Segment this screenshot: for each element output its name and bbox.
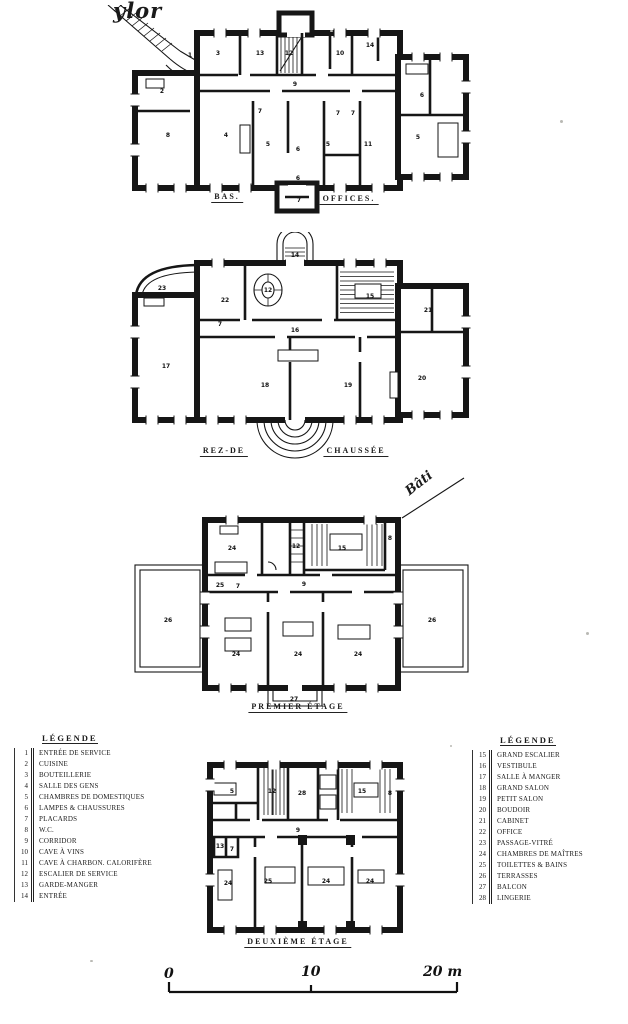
legend-left-rows [14,748,164,902]
legend-right-title: LÉGENDE [500,735,556,745]
legend-item-label: ESCALIER DE SERVICE [39,870,118,878]
legend-item-number: 22 [473,827,492,838]
room-number: 7 [235,583,241,590]
room-number: 18 [260,382,270,389]
legend-item-number: 1 [15,748,34,759]
legend-item [15,759,164,770]
legend-item-number: 12 [15,869,34,880]
legend-item-label: ENTRÉE DE SERVICE [39,749,111,757]
scan-speck [330,30,333,32]
legend-item-label: CORRIDOR [39,837,77,845]
legend-item-label: TERRASSES [497,872,538,880]
legend-item-number: 21 [473,816,492,827]
room-number: 7 [217,321,223,328]
legend-item-label: BOUTEILLERIE [39,771,92,779]
legend-item-number: 6 [15,803,34,814]
room-number: 23 [157,285,167,292]
room-number: 12 [284,50,294,57]
legend-item [473,750,622,761]
handwritten-note-bati: Bâti [402,468,436,499]
legend-item-number: 18 [473,783,492,794]
room-number: 24 [365,878,375,885]
room-number: 4 [223,132,229,139]
legend-item [15,748,164,759]
legend-item-label: CHAMBRES DE MAÎTRES [497,850,583,858]
room-number: 24 [223,880,233,887]
legend-item-number: 27 [473,882,492,893]
room-number: 10 [335,50,345,57]
legend-item-label: SALLE À MANGER [497,773,561,781]
room-number: 7 [229,846,235,853]
scale-label-20m: 20 m [423,964,463,980]
legend-item-number: 16 [473,761,492,772]
room-number: 19 [343,382,353,389]
legend-item [15,880,164,891]
room-number: 22 [220,297,230,304]
legend-item-number: 4 [15,781,34,792]
legend-item [473,871,622,882]
room-number: 25 [263,878,273,885]
legend-item [15,825,164,836]
legend-item-label: ENTRÉE [39,892,68,900]
caption-offices: OFFICES. [320,194,379,205]
legend-item-number: 20 [473,805,492,816]
scan-speck [586,632,589,635]
room-number: 12 [267,788,277,795]
room-number: 8 [387,535,393,542]
room-number: 2 [159,88,165,95]
room-number: 27 [289,696,299,703]
legend-item [15,792,164,803]
room-number: 5 [415,134,421,141]
legend-item-number: 7 [15,814,34,825]
legend-item [473,783,622,794]
room-number: 8 [387,790,393,797]
scan-speck [560,120,563,123]
legend-item [473,761,622,772]
room-number: 24 [231,651,241,658]
legend-item-label: LAMPES & CHAUSSURES [39,804,125,812]
legend-item-number: 9 [15,836,34,847]
room-number: 1 [187,52,193,59]
legend-left-title: LÉGENDE [42,733,98,743]
room-number: 7 [257,108,263,115]
scale-label-0: 0 [164,966,174,982]
room-number: 5 [229,788,235,795]
legend-item [15,836,164,847]
legend-item-label: GRAND SALON [497,784,550,792]
legend-item [473,860,622,871]
legend-item-number: 19 [473,794,492,805]
handwritten-note-top: ylor [113,0,163,23]
room-number: 12 [263,287,273,294]
room-number: 9 [292,81,298,88]
scan-speck [90,960,93,962]
legend-item-label: CHAMBRES DE DOMESTIQUES [39,793,145,801]
room-number: 6 [419,92,425,99]
legend-item-label: TOILETTES & BAINS [497,861,568,869]
scan-speck [450,745,452,747]
room-number: 16 [290,327,300,334]
room-number: 9 [301,581,307,588]
legend-item-number: 28 [473,893,492,904]
caption-deuxieme-etage: DEUXIÈME ÉTAGE [244,937,351,948]
legend-left [12,728,164,902]
legend-item [473,849,622,860]
legend-right [470,730,622,904]
room-number: 7 [296,197,302,204]
legend-item [15,891,164,902]
room-number: 21 [423,307,433,314]
plan-premier-etage-drawing [40,470,500,730]
room-number: 17 [161,363,171,370]
room-number: 15 [357,788,367,795]
room-number: 24 [227,545,237,552]
legend-item [473,805,622,816]
room-number: 24 [321,878,331,885]
scale-label-10: 10 [301,964,321,980]
legend-item-number: 10 [15,847,34,858]
legend-right-rows [472,750,622,904]
legend-item-number: 26 [473,871,492,882]
room-number: 26 [163,617,173,624]
legend-item [15,858,164,869]
room-number: 24 [353,651,363,658]
room-number: 24 [293,651,303,658]
legend-item [15,869,164,880]
room-number: 26 [427,617,437,624]
legend-item-label: CAVE À CHARBON. CALORIFÈRE [39,859,152,867]
legend-item [473,816,622,827]
room-number: 15 [365,293,375,300]
room-number: 28 [297,790,307,797]
legend-item [15,814,164,825]
legend-item-number: 13 [15,880,34,891]
room-number: 13 [255,50,265,57]
room-number: 7 [335,110,341,117]
legend-item-number: 5 [15,792,34,803]
legend-item-label: GRAND ESCALIER [497,751,560,759]
room-number: 5 [265,141,271,148]
room-number: 9 [295,827,301,834]
room-number: 25 [215,582,225,589]
legend-item-number: 3 [15,770,34,781]
legend-item-label: PLACARDS [39,815,78,823]
legend-item-label: BALCON [497,883,527,891]
legend-item-label: GARDE-MANGER [39,881,99,889]
legend-item-label: OFFICE [497,828,523,836]
legend-item-number: 2 [15,759,34,770]
legend-item [473,827,622,838]
plan-rez-de-chaussee-drawing [40,232,500,482]
room-number: 15 [337,545,347,552]
legend-item-label: CUISINE [39,760,69,768]
legend-item [473,772,622,783]
room-number: 14 [290,252,300,259]
legend-item [15,770,164,781]
legend-item-label: PETIT SALON [497,795,544,803]
room-number: 8 [165,132,171,139]
legend-item-number: 15 [473,750,492,761]
room-number: 6 [295,175,301,182]
room-number: 11 [363,141,373,148]
legend-item [473,893,622,904]
legend-item-label: PASSAGE-VITRÉ [497,839,554,847]
legend-item-number: 25 [473,860,492,871]
legend-item [15,847,164,858]
legend-item [15,803,164,814]
legend-item-label: CABINET [497,817,529,825]
caption-premier-etage: PREMIER ÉTAGE [248,702,347,713]
legend-item-label: CAVE À VINS [39,848,85,856]
room-number: 14 [365,42,375,49]
room-number: 7 [350,110,356,117]
room-number: 13 [215,843,225,850]
room-number: 6 [295,146,301,153]
scale-bar [155,958,485,1008]
legend-item-number: 24 [473,849,492,860]
legend-item-label: VESTIBULE [497,762,537,770]
legend-item-label: SALLE DES GENS [39,782,99,790]
caption-bas: BAS. [211,192,243,203]
caption-rez-de: REZ-DE [200,446,248,457]
legend-item-number: 17 [473,772,492,783]
legend-item [473,794,622,805]
legend-item-number: 14 [15,891,34,902]
legend-item-label: LINGERIE [497,894,531,902]
legend-item [473,882,622,893]
room-number: 3 [215,50,221,57]
plan-bas-offices-drawing [40,5,500,220]
legend-item-label: W.C. [39,826,54,834]
legend-item [473,838,622,849]
caption-chaussee: CHAUSSÉE [323,446,388,457]
room-number: 5 [325,141,331,148]
room-number: 20 [417,375,427,382]
legend-item-number: 8 [15,825,34,836]
room-number: 12 [291,543,301,550]
legend-item-number: 23 [473,838,492,849]
legend-item [15,781,164,792]
legend-item-number: 11 [15,858,34,869]
legend-item-label: BOUDOIR [497,806,531,814]
